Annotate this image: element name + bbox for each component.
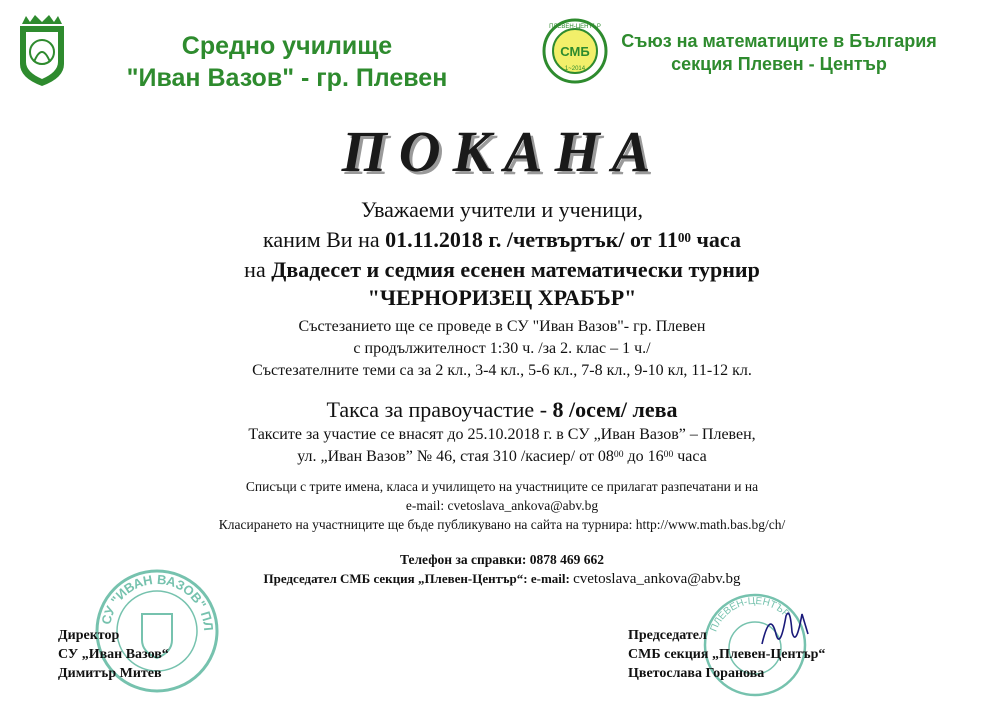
school-stamp-text: СУ "ИВАН ВАЗОВ" ПЛ [98, 571, 217, 632]
contact-chair-label: Председател СМБ секция „Плевен-Център“: e-mail: [263, 571, 574, 586]
smb-name-line2: секция Плевен - Център [671, 54, 887, 74]
details-duration: с продължителност 1:30 ч. /за 2. клас – 1 ч./ [353, 340, 651, 357]
event-line [0, 256, 1004, 284]
fee-address [0, 446, 1004, 467]
event-name: Двадесет и седмия есенен математически турнир [271, 257, 760, 282]
invitation-title: ПОКАНА [341, 119, 663, 184]
event-subtitle: "ЧЕРНОРИЗЕЦ ХРАБЪР" [367, 285, 637, 310]
fee-address-mid: до 16 [623, 448, 664, 465]
fee-deadline: Таксите за участие се внасят до 25.10.2018 г. в СУ „Иван Вазов” – Плевен, [248, 426, 756, 443]
lists-line1: Списъци с трите имена, класа и училището на участниците се прилагат разпечатани и на [245, 479, 759, 494]
contact-phone: Телефон за справки: 0878 469 662 [399, 552, 604, 567]
signature-left-name: Димитър Митев [58, 666, 162, 681]
smb-logo-year: 1~2014 [564, 66, 586, 72]
lists-email: e-mail: cvetoslava_ankova@abv.bg [405, 498, 599, 513]
invite-suffix: часа [691, 227, 741, 252]
lists-website: Класирането на участниците ще бъде публикувано на сайта на турнира: http://www.math.bas.bg/ch/ [218, 517, 786, 532]
smb-name [610, 30, 948, 76]
signature-left-org: СУ „Иван Вазов“ [58, 647, 169, 662]
smb-logo-ring: ПЛЕВЕН-ЦЕНТЪР [549, 24, 601, 30]
school-name-line1: Средно училище [181, 32, 393, 60]
details-topics: Състезателните теми са за 2 кл., 3-4 кл., 5-6 кл., 7-8 кл., 9-10 кл, 11-12 кл. [252, 362, 752, 379]
smb-stamp-text: ПЛЕВЕН-ЦЕНТЪР [708, 595, 792, 634]
fee-address-prefix: ул. „Иван Вазов” № 46, стая 310 /касиер/ от 08 [297, 448, 614, 465]
smb-logo-text: СМБ [560, 44, 590, 59]
school-crest-logo [16, 12, 68, 88]
details-venue: Състезанието ще се проведе в СУ "Иван Вазов"- гр. Плевен [298, 318, 706, 335]
invite-hour-sup: 00 [677, 230, 692, 245]
smb-logo [542, 18, 608, 84]
invite-line [0, 226, 1004, 254]
greeting: Уважаеми учители и ученици, [360, 197, 644, 222]
signature-left [58, 626, 169, 683]
invite-prefix: каним Ви на [263, 227, 386, 252]
contact-chair-email: cvetoslava_ankova@abv.bg [573, 571, 741, 587]
fee-address-suffix: часа [673, 448, 707, 465]
signature-left-title: Директор [58, 628, 120, 643]
fee-to-sup: 00 [663, 449, 674, 460]
school-name [92, 30, 482, 94]
signature-right [628, 626, 825, 683]
invite-date: 01.11.2018 г. /четвъртък/ от 11 [385, 227, 678, 252]
school-name-line2: "Иван Вазов" - гр. Плевен [126, 64, 448, 92]
signature-right-org: СМБ секция „Плевен-Център“ [628, 647, 826, 662]
fee-from-sup: 00 [613, 449, 624, 460]
svg-text:СУ "ИВАН ВАЗОВ" ПЛЕВЕН [92, 566, 216, 631]
signature-right-name: Цветослава Горанова [628, 666, 765, 681]
signature-right-title: Председател [628, 628, 707, 643]
event-prefix: на [244, 257, 272, 282]
fee-label: Такса за правоучастие - [326, 397, 553, 422]
fee-line [0, 396, 1004, 424]
smb-name-line1: Съюз на математиците в България [621, 31, 937, 51]
fee-amount: 8 /осем/ лева [552, 397, 678, 422]
